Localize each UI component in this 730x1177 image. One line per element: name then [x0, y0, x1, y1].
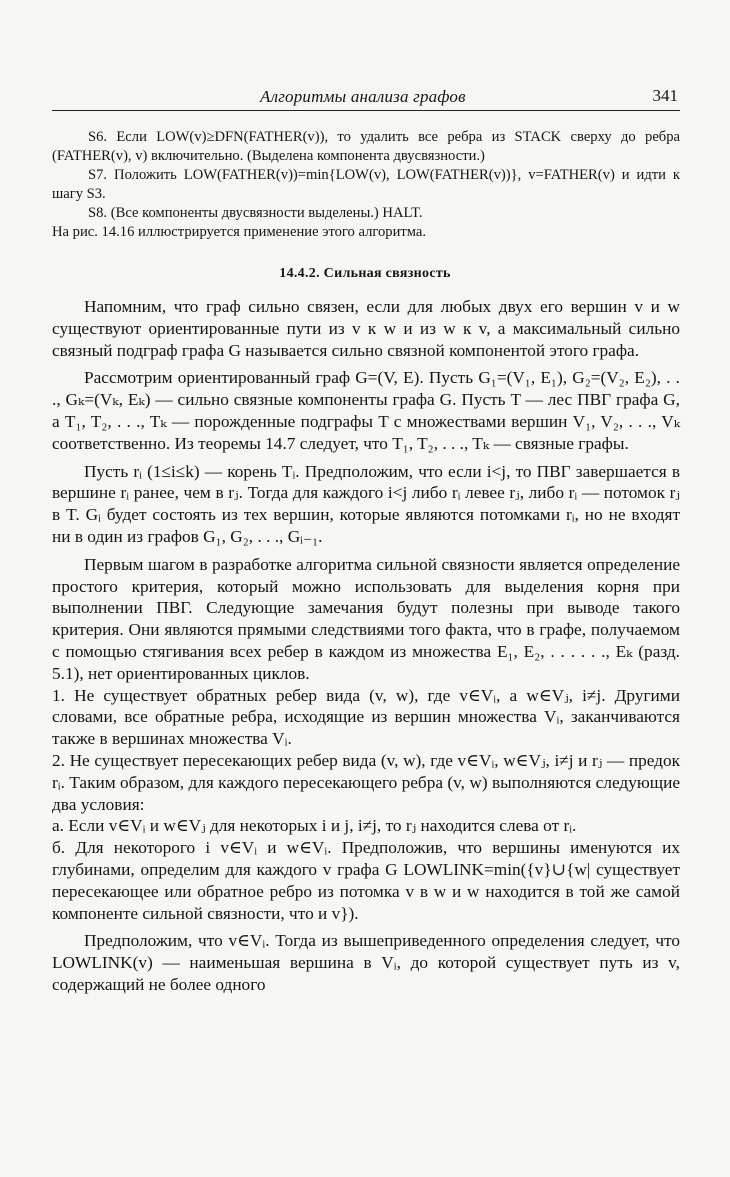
- paragraph: Первым шагом в разработке алгоритма сильной связности является определение простого критерия, который можно использовать для выделения корня при выполнении ПВГ. Следующие замечания будут полезны при выводе такого критерия. Они являются прямыми следствиями того факта, что в графе, получаемом с помощью стягивания всех ребер в каждом из множества E₁, E₂, . . . . . ., Eₖ (разд. 5.1), нет ориентированных циклов.: [52, 554, 680, 683]
- step-label: S7.: [88, 167, 108, 183]
- paragraph: Пусть rᵢ (1≤i≤k) — корень Tᵢ. Предположим, что если i<j, то ПВГ завершается в вершине rᵢ ранее, чем в rⱼ. Тогда для каждого i<j либо rᵢ левее rⱼ, либо rᵢ — потомок rⱼ в T. Gᵢ будет состоять из тех вершин, которые являются потомками rᵢ, но не входят ни в один из графов G₁, G₂, . . ., Gᵢ₋₁.: [52, 461, 680, 546]
- running-title: Алгоритмы анализа графов: [260, 87, 466, 106]
- paragraph: Рассмотрим ориентированный граф G=(V, E). Пусть G₁=(V₁, E₁), G₂=(V₂, E₂), . . ., Gₖ=(Vₖ, Eₖ) — сильно связные компоненты графа G. Пусть T — лес ПВГ графа G, а T₁, T₂, . . ., Tₖ — порожденные подграфы T с множествами вершин V₁, V₂, . . ., Vₖ соответственно. Из теоремы 14.7 следует, что T₁, T₂, . . ., Tₖ — связные графы.: [52, 368, 680, 453]
- step-label: S6.: [88, 129, 108, 145]
- algorithm-step-s6: [52, 128, 680, 166]
- section-title: 14.4.2. Сильная связность: [279, 266, 451, 281]
- step-text: (Все компоненты двусвязности выделены.) HALT.: [110, 205, 423, 221]
- remark-1: 1. Не существует обратных ребер вида (v, w), где v∈Vᵢ, а w∈Vⱼ, i≠j. Другими словами, все обратные ребра, исходящие из вершин множества Vᵢ, заканчиваются также в вершинах множества Vᵢ.: [52, 685, 680, 749]
- body-text: [52, 296, 680, 996]
- remark-2: 2. Не существует пересекающих ребер вида (v, w), где v∈Vᵢ, w∈Vⱼ, i≠j и rⱼ — предок rᵢ. Таким образом, для каждого пересекающего ребра (v, w) выполняются следующие два условия:: [52, 750, 680, 814]
- remark-a: а. Если v∈Vᵢ и w∈Vⱼ для некоторых i и j, i≠j, то rⱼ находится слева от rᵢ.: [52, 816, 577, 836]
- algorithm-step-s7: [52, 166, 680, 204]
- page-header: [52, 86, 680, 111]
- algorithm-step-s8: [52, 204, 680, 223]
- paragraph: Предположим, что v∈Vᵢ. Тогда из вышеприведенного определения следует, что LOWLINK(v) — наименьшая вершина в Vᵢ, до которой существует путь из v, содержащий не более одного: [52, 931, 680, 994]
- step-label: S8.: [88, 205, 108, 221]
- page-number: 341: [652, 86, 678, 105]
- remark-b: б. Для некоторого i v∈Vᵢ и w∈Vᵢ. Предположив, что вершины именуются их глубинами, определим для каждого v графа G LOWLINK=min({v}∪{w| существует пересекающее или обратное ребро из потомка v в w и w находится в той же самой компоненте сильной связности, что и v}).: [52, 838, 680, 923]
- step-text: Если LOW(v)≥DFN(FATHER(v)), то удалить все ребра из STACK сверху до ребра (FATHER(v), v) включительно. (Выделена компонента двусвязности.): [52, 129, 680, 164]
- paragraph: Напомним, что граф сильно связен, если для любых двух его вершин v и w существуют ориентированные пути из v к w и из w к v, а максимальный сильно связный подграф графа G называется сильно связной компонентой этого графа.: [52, 297, 680, 360]
- algorithm-steps: [52, 128, 680, 242]
- step-text: Положить LOW(FATHER(v))=min{LOW(v), LOW(FATHER(v))}, v=FATHER(v) и идти к шагу S3.: [52, 167, 681, 202]
- figure-note: На рис. 14.16 иллюстрируется применение этого алгоритма.: [52, 224, 427, 240]
